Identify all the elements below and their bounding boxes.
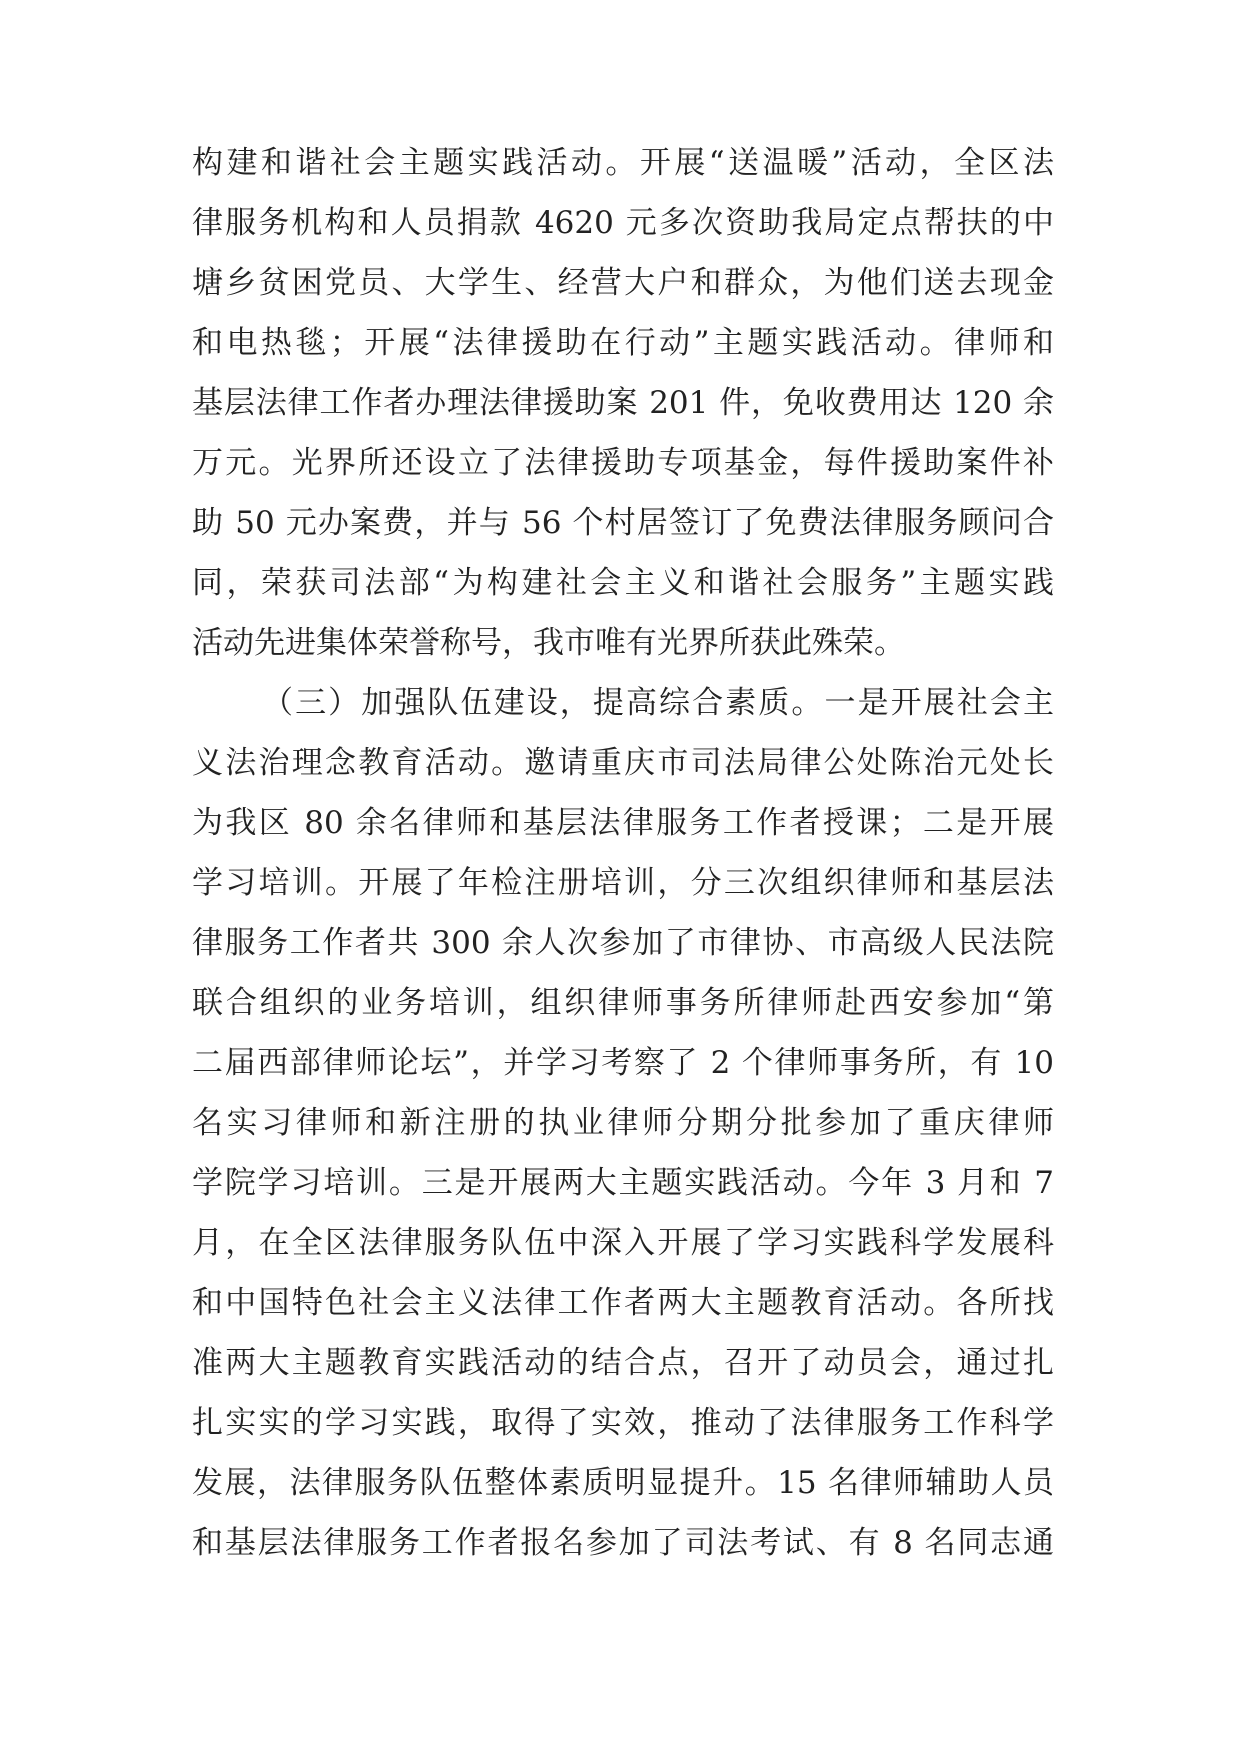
- text-line: 二届西部律师论坛”，并学习考察了 2 个律师事务所，有 10: [192, 1045, 1054, 1081]
- text-line: 和中国特色社会主义法律工作者两大主题教育活动。各所找: [192, 1285, 1054, 1321]
- text-line: 义法治理念教育活动。邀请重庆市司法局律公处陈治元处长: [192, 745, 1054, 781]
- text-line: 学院学习培训。三是开展两大主题实践活动。今年 3 月和 7: [192, 1165, 1054, 1201]
- text-line: 名实习律师和新注册的执业律师分期分批参加了重庆律师: [192, 1105, 1054, 1141]
- text-line: 为我区 80 余名律师和基层法律服务工作者授课；二是开展: [192, 805, 1054, 841]
- text-line: 同，荣获司法部“为构建社会主义和谐社会服务”主题实践: [192, 565, 1054, 601]
- text-line: 发展，法律服务队伍整体素质明显提升。15 名律师辅助人员: [192, 1465, 1054, 1501]
- text-line: 和基层法律服务工作者报名参加了司法考试、有 8 名同志通: [192, 1525, 1054, 1561]
- text-line: 基层法律工作者办理法律援助案 201 件，免收费用达 120 余: [192, 385, 1054, 421]
- paragraph-end-line: 活动先进集体荣誉称号，我市唯有光界所获此殊荣。: [192, 625, 905, 661]
- text-line: 助 50 元办案费，并与 56 个村居签订了免费法律服务顾问合: [192, 505, 1054, 541]
- text-line: 和电热毯；开展“法律援助在行动”主题实践活动。律师和: [192, 325, 1054, 361]
- text-line: 扎实实的学习实践，取得了实效，推动了法律服务工作科学: [192, 1405, 1054, 1441]
- section-heading-line: （三）加强队伍建设，提高综合素质。一是开展社会主: [262, 685, 1054, 721]
- text-line: 律服务工作者共 300 余人次参加了市律协、市高级人民法院: [192, 925, 1054, 961]
- document-body: [192, 133, 1054, 1573]
- text-line: 联合组织的业务培训，组织律师事务所律师赴西安参加“第: [192, 985, 1054, 1021]
- text-line: 学习培训。开展了年检注册培训，分三次组织律师和基层法: [192, 865, 1054, 901]
- text-line: 构建和谐社会主题实践活动。开展“送温暖”活动，全区法: [192, 145, 1054, 181]
- text-line: 准两大主题教育实践活动的结合点，召开了动员会，通过扎: [192, 1345, 1054, 1381]
- text-line: 律服务机构和人员捐款 4620 元多次资助我局定点帮扶的中: [192, 205, 1054, 241]
- text-line: 塘乡贫困党员、大学生、经营大户和群众，为他们送去现金: [192, 265, 1054, 301]
- text-line: 月，在全区法律服务队伍中深入开展了学习实践科学发展科: [192, 1225, 1054, 1261]
- text-line: 万元。光界所还设立了法律援助专项基金，每件援助案件补: [192, 445, 1054, 481]
